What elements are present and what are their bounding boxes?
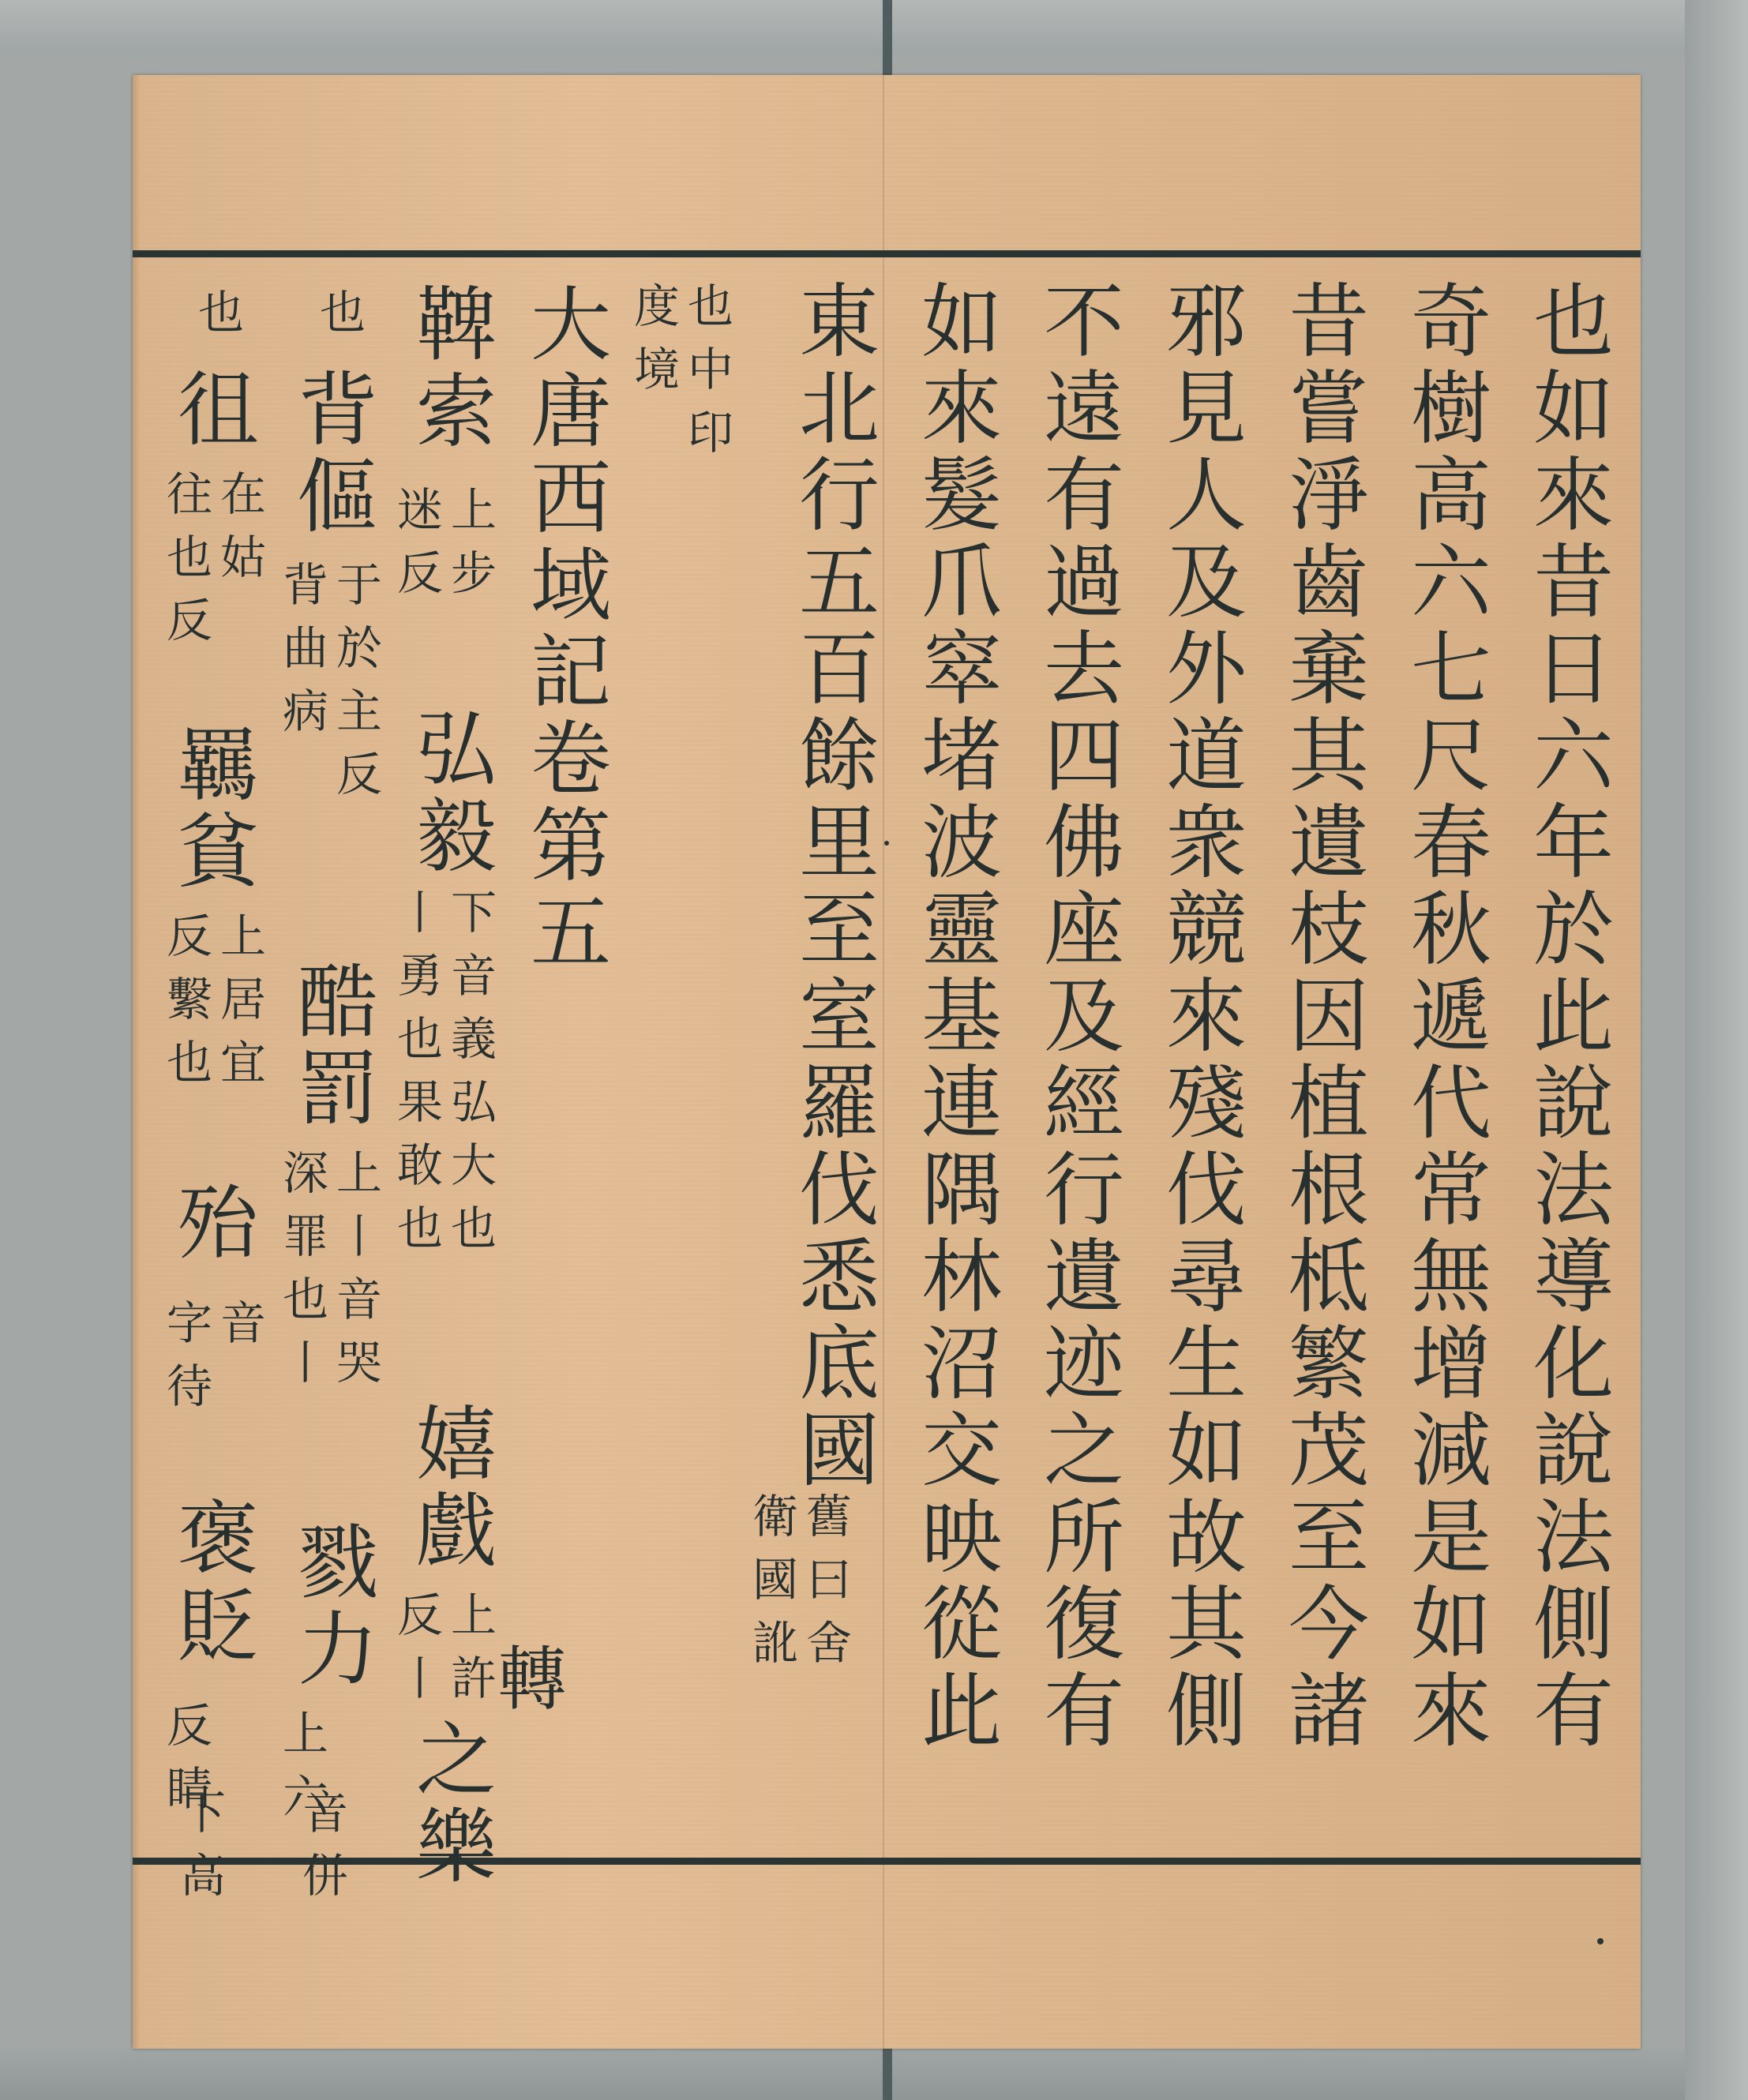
annotation-right: 上居宜 [212,912,266,1101]
annotation-right: 舊曰舍 [798,1492,852,1682]
glossary-term-1c: 嬉戲 [403,1401,497,1575]
annotation-left: 反丨 [389,1591,443,1717]
annotation-left: 深罪也丨 [275,1149,328,1401]
annotation-left: 反睛 [159,1701,212,1828]
annotation-left: 衛國訛 [745,1492,798,1682]
glossary-note-3b [159,912,266,1101]
annotation-left: 往也反 [159,470,212,659]
glossary-note-3-top: 也 [190,288,244,351]
annotation-left: 丨勇也果敢也 [389,888,443,1267]
annotation-right: 也中印 [680,282,733,471]
text-column-7: 東北行五百餘里至室羅伐悉底國 [786,279,880,1494]
glossary-term-3b: 羈貧 [164,722,258,896]
bottom-border-rule [133,1858,1641,1865]
glossary-note-3a [159,470,266,659]
text-column-2: 奇樹高六七尺春秋遞代常無增減是如來 [1397,279,1491,1755]
glossary-note-2-top: 也 [312,288,366,351]
annotation-left: 迷反 [389,486,443,612]
glossary-term-2c: 戮力 [284,1520,378,1693]
glossary-term-3c: 殆 [164,1180,258,1267]
stain-mark [1597,1938,1604,1944]
annotation-right: 上許 [443,1591,497,1717]
glossary-note-1a [389,486,497,612]
annotation-left: 背曲病 [275,561,328,750]
annotation-right: 上六 [275,1709,328,1836]
glossary-term-3d: 褒貶 [164,1496,258,1670]
top-border-rule [133,250,1641,257]
annotation-right: 于於主反 [328,561,382,813]
annotation-column-7 [745,1492,852,1682]
background-board-right [1685,0,1748,2100]
text-column-6: 如來髮爪窣堵波靈基連隅林沼交映從此 [908,279,1002,1755]
annotation-left: 字待 [159,1299,212,1425]
background-board-top [0,0,1748,55]
glossary-note-2a [275,561,382,813]
glossary-note-1c [389,1591,497,1717]
page-fold [883,75,884,2049]
text-column-5: 不遠有過去四佛座及經行遺迹之所復有 [1030,279,1124,1755]
glossary-head-2: 背傴 [284,367,378,541]
glossary-term-2b: 酷罰 [284,959,378,1133]
annotation-left: 度境 [626,282,680,408]
turn-marker: 轉 [486,1642,568,1718]
volume-title: 大唐西域記卷第五 [517,282,611,977]
text-column-1: 也如來昔日六年於此說法導化說法側有 [1520,279,1614,1755]
glossary-note-3c [159,1299,266,1425]
annotation-right: 上丨音哭 [328,1149,382,1401]
annotation-right: 下音義弘大也 [443,888,497,1267]
annotation-column-8 [626,282,733,471]
annotation-right: 上步 [443,486,497,612]
glossary-note-1b [389,888,497,1267]
annotation-right: 音 [212,1299,266,1362]
page-left-edge [133,75,141,2049]
book-page [133,75,1641,2049]
glossary-term-1b: 弘毅 [403,707,497,880]
annotation-right: 在姑 [212,470,266,596]
background-board-bottom [0,2049,1748,2100]
annotation-left: 反繫也 [159,912,212,1101]
glossary-note-3e: 下高 [172,1788,226,1914]
glossary-head-3: 徂 [164,367,258,454]
glossary-note-2b [275,1149,382,1401]
text-column-4: 邪見人及外道衆競來殘伐尋生如故其側 [1153,279,1247,1755]
stain-mark [884,841,889,846]
text-column-3: 昔嘗淨齒棄其遺枝因植根柢繁茂至今諸 [1275,279,1369,1755]
glossary-term-1d: 之樂 [403,1717,497,1891]
glossary-head-1: 鞞索 [403,282,497,456]
glossary-note-2d: 音併 [294,1788,348,1914]
